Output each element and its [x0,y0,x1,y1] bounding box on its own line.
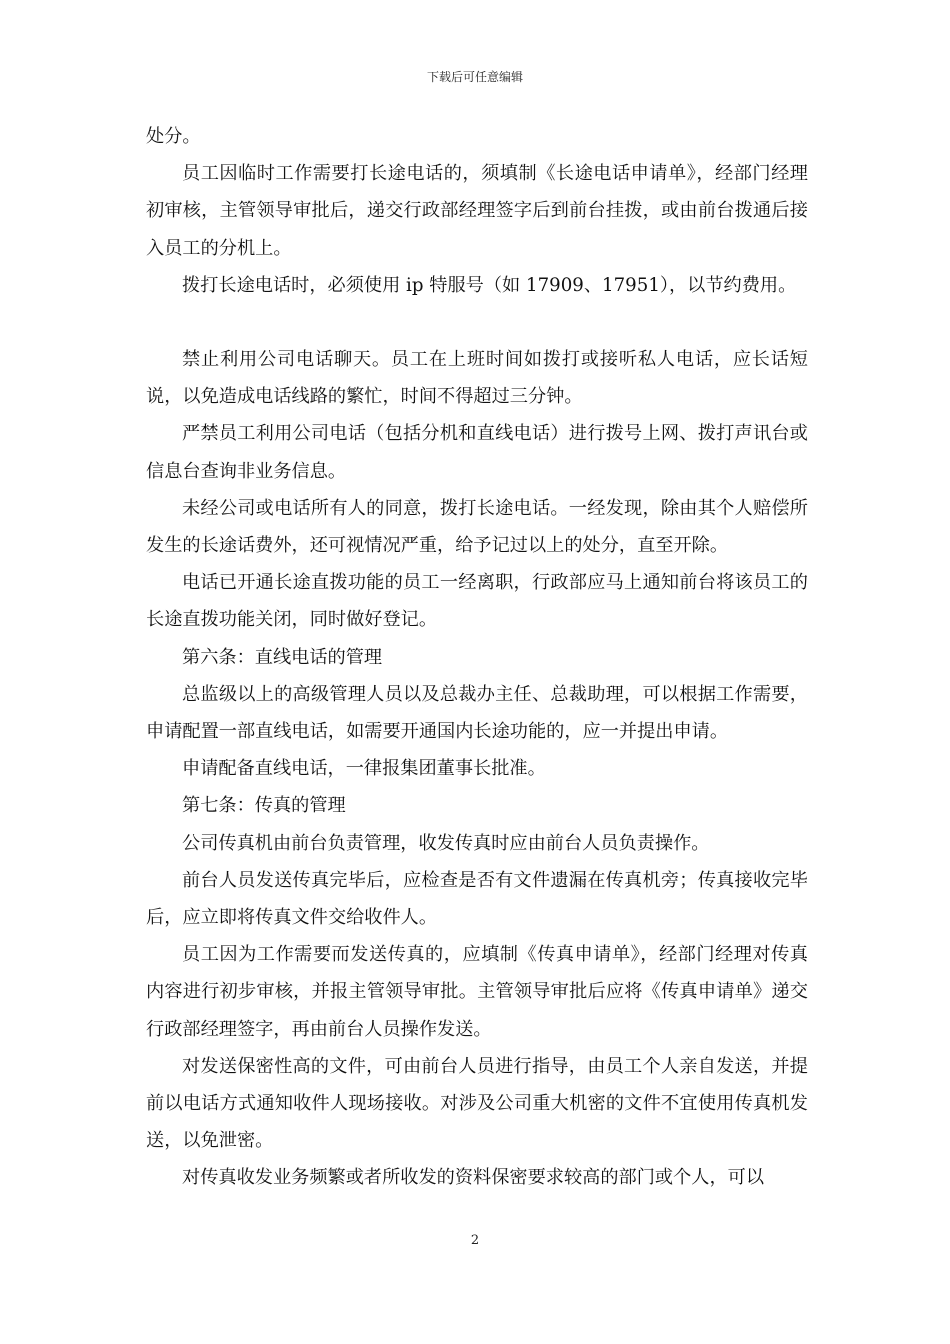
paragraph: 前台人员发送传真完毕后，应检查是否有文件遗漏在传真机旁；传真接收完毕后，应立即将传真文件交给收件人。 [146,869,808,929]
paragraph: 员工因临时工作需要打长途电话的，须填制《长途电话申请单》，经部门经理初审核，主管领导审批后，递交行政部经理签字后到前台挂拨，或由前台拨通后接入员工的分机上。 [146,163,808,259]
paragraph-continuation: 处分。 [146,126,201,147]
page-number: 2 [470,1233,480,1248]
paragraph: 公司传真机由前台负责管理，收发传真时应由前台人员负责操作。 [182,832,710,854]
paragraph: 严禁员工利用公司电话（包括分机和直线电话）进行拨号上网、拨打声讯台或信息台查询非业务信息。 [146,423,808,482]
header-note: 下载后可任意编辑 [426,70,523,84]
section-heading: 第七条：传真的管理 [182,795,346,817]
paragraph: 禁止利用公司电话聊天。员工在上班时间如拨打或接听私人电话，应长话短说，以免造成电话线路的繁忙，时间不得超过三分钟。 [146,349,808,408]
document-body [146,118,808,1197]
paragraph: 总监级以上的高级管理人员以及总裁办主任、总裁助理，可以根据工作需要，申请配置一部直线电话，如需要开通国内长途功能的，应一并提出申请。 [146,683,808,743]
paragraph: 拨打长途电话时，必须使用 ip 特服号（如 17909、17951），以节约费用。 [182,274,797,296]
paragraph: 对发送保密性高的文件，可由前台人员进行指导，由员工个人亲自发送，并提前以电话方式通知收件人现场接收。对涉及公司重大机密的文件不宜使用传真机发送，以免泄密。 [146,1055,808,1152]
paragraph: 申请配备直线电话，一律报集团董事长批准。 [182,758,546,780]
paragraph: 对传真收发业务频繁或者所收发的资料保密要求较高的部门或个人，可以 [182,1167,765,1189]
section-heading: 第六条：直线电话的管理 [182,646,383,668]
paragraph: 未经公司或电话所有人的同意，拨打长途电话。一经发现，除由其个人赔偿所发生的长途话费外，还可视情况严重，给予记过以上的处分，直至开除。 [146,497,808,557]
paragraph: 电话已开通长途直拨功能的员工一经离职，行政部应马上通知前台将该员工的长途直拨功能关闭，同时做好登记。 [146,572,808,631]
paragraph: 员工因为工作需要而发送传真的，应填制《传真申请单》，经部门经理对传真内容进行初步审核，并报主管领导审批。主管领导审批后应将《传真申请单》递交行政部经理签字，再由前台人员操作发送。 [146,944,808,1040]
